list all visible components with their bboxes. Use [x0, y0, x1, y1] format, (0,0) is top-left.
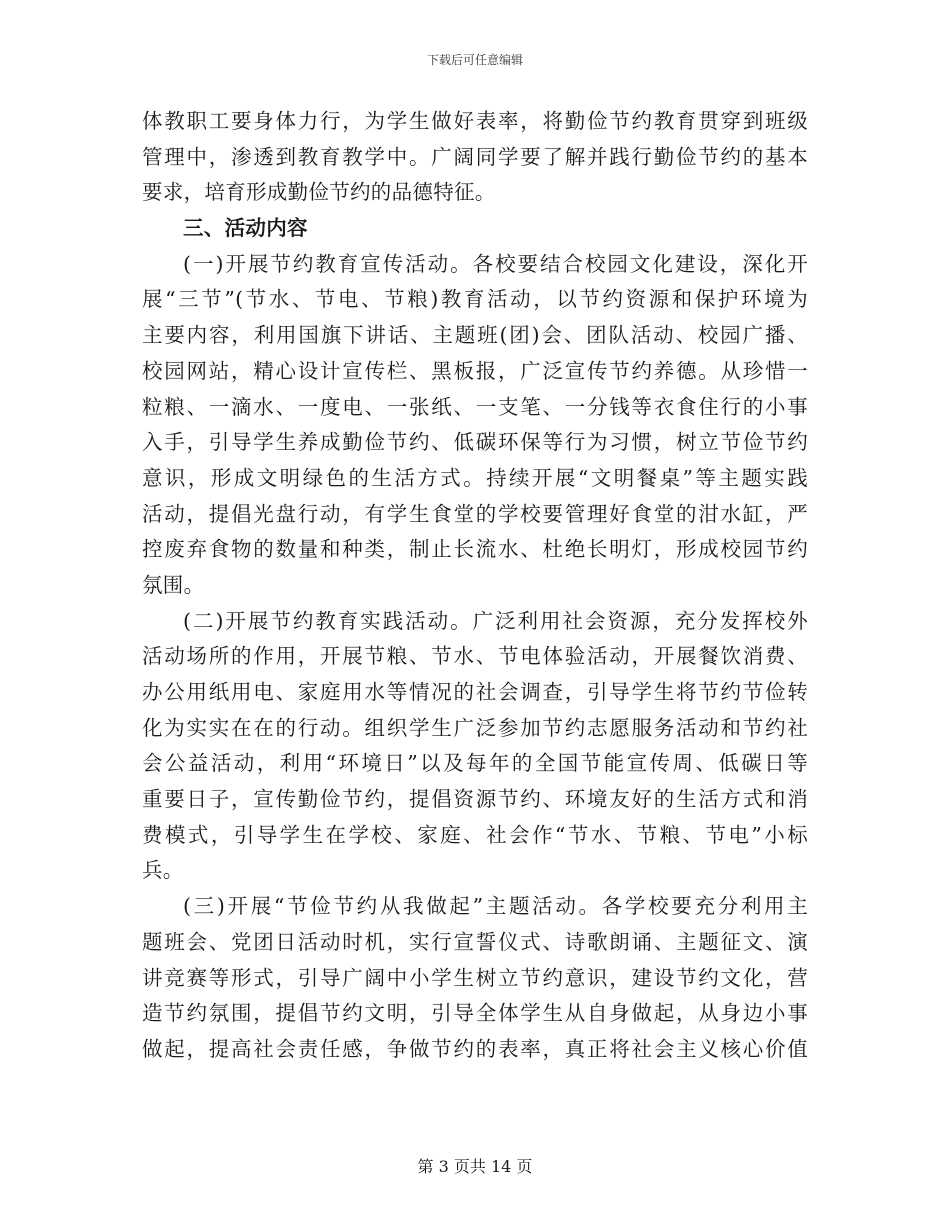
- page-number: 第 3 页共 14 页: [417, 1157, 533, 1176]
- text-line: 意识，形成文明绿色的生活方式。持续开展“文明餐桌”等主题实践: [142, 465, 808, 490]
- text-line: 控废弃食物的数量和种类，制止长流水、杜绝长明灯，形成校园节约: [142, 537, 808, 562]
- text-line: 兵。: [142, 858, 184, 883]
- text-line: (二)开展节约教育实践活动。广泛利用社会资源，充分发挥校外: [183, 608, 808, 633]
- text-line: 化为实实在在的行动。组织学生广泛参加节约志愿服务活动和节约社: [142, 715, 808, 740]
- text-line: (一)开展节约教育宣传活动。各校要结合校园文化建设，深化开: [183, 251, 808, 276]
- text-line: 展“三节”(节水、节电、节粮)教育活动，以节约资源和保护环境为: [142, 287, 808, 312]
- text-line: 入手，引导学生养成勤俭节约、低碳环保等行为习惯，树立节俭节约: [142, 430, 808, 455]
- text-line: 讲竞赛等形式，引导广阔中小学生树立节约意识，建设节约文化，营: [142, 965, 808, 990]
- text-line: 主要内容，利用国旗下讲话、主题班(团)会、团队活动、校园广播、: [142, 323, 808, 348]
- text-line: 管理中，渗透到教育教学中。广阔同学要了解并践行勤俭节约的基本: [142, 144, 808, 169]
- section-heading: 三、活动内容: [183, 216, 308, 241]
- text-line: 重要日子，宣传勤俭节约，提倡资源节约、环境友好的生活方式和消: [142, 787, 808, 812]
- text-line: (三)开展“节俭节约从我做起”主题活动。各学校要充分利用主: [183, 894, 808, 919]
- text-line: 体教职工要身体力行，为学生做好表率，将勤俭节约教育贯穿到班级: [142, 109, 808, 133]
- intro-paragraph: [142, 104, 808, 211]
- text-line: 校园网站，精心设计宣传栏、黑板报，广泛宣传节约养德。从珍惜一: [142, 358, 808, 383]
- text-line: 造节约氛围，提倡节约文明，引导全体学生从自身做起，从身边小事: [142, 1001, 808, 1026]
- text-line: 会公益活动，利用“环境日”以及每年的全国节能宣传周、低碳日等: [142, 751, 808, 776]
- text-line: 题班会、党团日活动时机，实行宣誓仪式、诗歌朗诵、主题征文、演: [142, 929, 808, 954]
- paragraph-practice-activity: [142, 604, 808, 890]
- text-line: 要求，培育形成勤俭节约的品德特征。: [142, 180, 496, 205]
- text-line: 氛围。: [142, 572, 205, 597]
- text-line: 活动，提倡光盘行动，有学生食堂的学校要管理好食堂的泔水缸，严: [142, 501, 808, 526]
- text-line: 费模式，引导学生在学校、家庭、社会作“节水、节粮、节电”小标: [142, 822, 808, 847]
- text-line: 做起，提高社会责任感，争做节约的表率，真正将社会主义核心价值: [142, 1036, 808, 1061]
- paragraph-publicity-activity: [142, 247, 808, 604]
- page-header-note: 下载后可任意编辑: [426, 53, 523, 67]
- document-body: [142, 104, 808, 1068]
- text-line: 办公用纸用电、家庭用水等情况的社会调查，引导学生将节约节俭转: [142, 680, 808, 704]
- paragraph-theme-activity: [142, 889, 808, 1067]
- text-line: 活动场所的作用，开展节粮、节水、节电体验活动，开展餐饮消费、: [142, 644, 808, 669]
- text-line: 粒粮、一滴水、一度电、一张纸、一支笔、一分钱等衣食住行的小事: [142, 394, 808, 419]
